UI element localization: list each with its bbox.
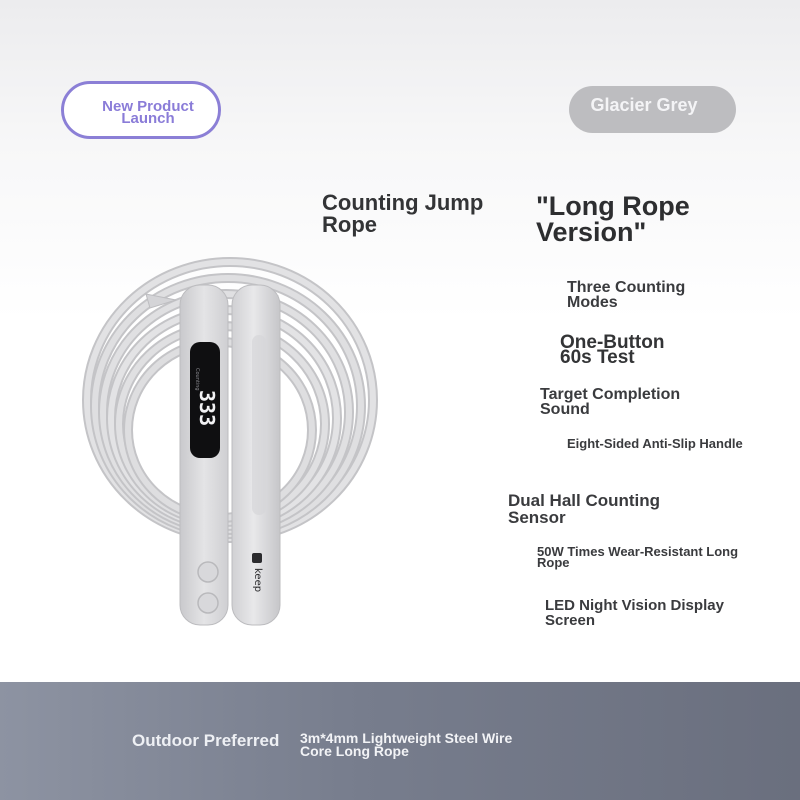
brand-label: keep [252, 568, 263, 593]
feature-counting-modes: Three Counting Modes [567, 279, 686, 311]
feature-hall-sensor: Dual Hall Counting Sensor [508, 491, 661, 527]
mode-button [198, 562, 218, 582]
keep-logo-icon [252, 553, 262, 563]
product-name-title: Counting Jump Rope [322, 190, 484, 237]
display-digits: 333 [195, 390, 219, 427]
color-label: Glacier Grey [590, 95, 698, 115]
outdoor-label: Outdoor Preferred [132, 731, 280, 750]
right-handle [232, 285, 280, 625]
power-button [198, 593, 218, 613]
feature-completion-sound: Target Completion Sound [540, 386, 681, 418]
display-caption: Counting [194, 368, 200, 391]
feature-led-display: LED Night Vision Display Screen [545, 597, 724, 629]
feature-anti-slip-handle: Eight-Sided Anti-Slip Handle [567, 436, 743, 451]
jump-rope-product-image [80, 250, 390, 640]
bottom-banner [0, 682, 800, 800]
left-handle [180, 285, 228, 625]
rope-spec-label: 3m*4mm Lightweight Steel Wire Core Long Rope [300, 730, 513, 759]
color-badge [569, 86, 736, 133]
feature-60s-test: One-Button 60s Test [560, 332, 665, 368]
new-product-badge [61, 81, 221, 139]
rope-coil [87, 262, 373, 538]
new-product-label: New Product Launch [102, 98, 194, 127]
version-title: "Long Rope Version" [536, 191, 690, 247]
feature-wear-resistant-rope: 50W Times Wear-Resistant Long Rope [537, 544, 739, 570]
